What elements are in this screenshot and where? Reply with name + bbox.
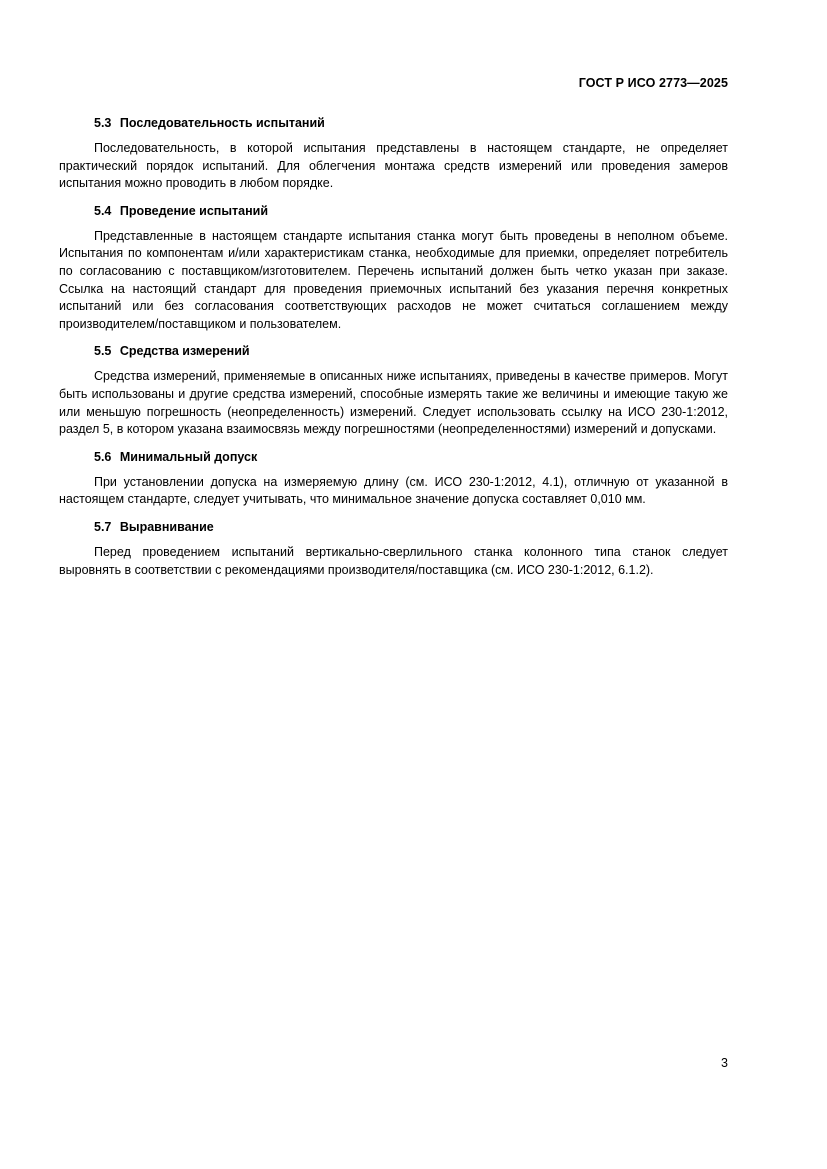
page-number: 3 <box>721 1056 728 1070</box>
section-title: Последовательность испытаний <box>119 116 325 130</box>
section-title: Проведение испытаний <box>119 203 269 218</box>
document-designation: ГОСТ Р ИСО 2773—2025 <box>578 76 728 90</box>
section-number: 5.4 <box>94 203 112 218</box>
section-paragraph: Представленные в настоящем стандарте испытания станка могут быть проведены в неполном объеме. Испытания по компонентам и/или характеристикам станка, необходимые для приемки, определяет потребитель по согласованию с поставщиком/изготовителем. Перечень испытаний должен быть четко указан при заказе. Ссылка на настоящий стандарт для проведения приемочных испытаний без указания перечня конкретных испытаний или без согласования соответствующих расходов не может считаться соглашением между производителем/поставщиком и пользователем. <box>59 228 728 331</box>
section-number: 5.5 <box>94 344 112 359</box>
section-heading <box>59 449 728 466</box>
section-5-7 <box>59 519 728 579</box>
section-heading <box>59 203 728 220</box>
section-title: Средства измерений <box>119 344 250 359</box>
section-title: Минимальный допуск <box>119 449 258 464</box>
section-paragraph: Средства измерений, применяемые в описанных ниже испытаниях, приведены в качестве примеров. Могут быть использованы и другие средства измерений, способные измерять такие же величины и имеющие такую же или меньшую погрешность (неопределенность) измерений. Следует использовать ссылку на ИСО 230-1:2012, раздел 5, в котором указана взаимосвязь между погрешностями (неопределенностями) измерений и допусками. <box>59 369 728 437</box>
section-5-5 <box>59 343 728 438</box>
section-heading <box>59 343 728 360</box>
section-number: 5.3 <box>94 116 112 130</box>
section-paragraph: Последовательность, в которой испытания представлены в настоящем стандарте, не определяет практический порядок испытаний. Для облегчения монтажа средств измерений или проведения замеров испытания можно проводить в любом порядке. <box>59 141 728 191</box>
section-heading <box>59 115 728 132</box>
section-5-4 <box>59 203 728 334</box>
section-paragraph: При установлении допуска на измеряемую длину (см. ИСО 230-1:2012, 4.1), отличную от указанной в настоящем стандарте, следует учитывать, что минимальное значение допуска составляет 0,010 мм. <box>59 474 728 507</box>
section-title: Выравнивание <box>119 519 214 534</box>
section-5-6 <box>59 449 728 509</box>
section-5-3 <box>59 115 728 193</box>
section-heading <box>59 519 728 536</box>
document-body <box>59 115 728 589</box>
section-number: 5.6 <box>94 449 112 464</box>
section-paragraph: Перед проведением испытаний вертикально-сверлильного станка колонного типа станок следует выровнять в соответствии с рекомендациями производителя/поставщика (см. ИСО 230-1:2012, 6.1.2). <box>59 544 728 577</box>
section-number: 5.7 <box>94 519 112 534</box>
